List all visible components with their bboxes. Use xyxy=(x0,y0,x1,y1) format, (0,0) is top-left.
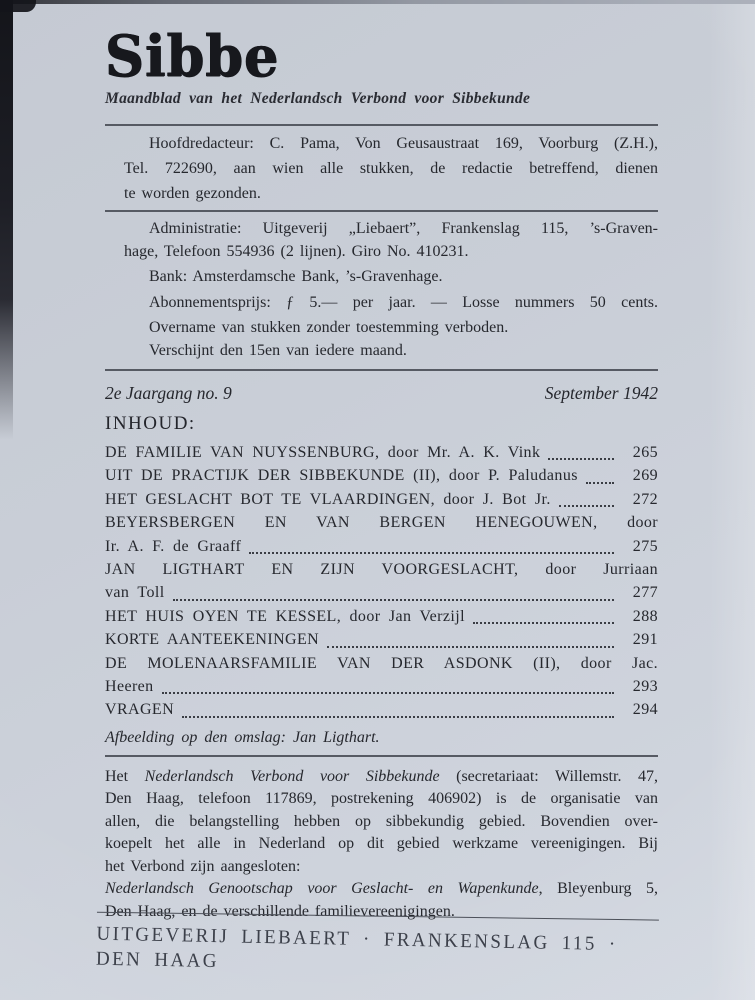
publication-schedule-line: Verschijnt den 15en van iedere maand. xyxy=(149,341,407,359)
association-line: koepelt het alle in Nederland op dit gebied werkzame vereenigingen. Bij xyxy=(105,835,658,853)
scan-edge-left xyxy=(0,0,13,440)
dot-leader xyxy=(173,599,614,601)
association-line xyxy=(105,878,658,901)
toc-entry xyxy=(105,464,658,487)
toc-entry-title: HET HUIS OYEN TE KESSEL, door Jan Verzijl xyxy=(105,607,465,625)
toc-page-number: 288 xyxy=(632,607,658,625)
contents-heading: INHOUD: xyxy=(105,413,196,434)
editor-line: Hoofdredacteur: C. Pama, Von Geusaustraat 169, Voorburg (Z.H.), xyxy=(149,135,658,152)
toc-entry-line2 xyxy=(105,581,658,604)
reprint-line: Overname van stukken zonder toestemming verboden. xyxy=(149,319,509,336)
toc-entry xyxy=(105,605,658,628)
association-line xyxy=(105,766,658,789)
admin-block xyxy=(124,212,658,369)
editor-line: te worden gezonden. xyxy=(124,185,261,202)
toc-entry-line1 xyxy=(105,511,658,534)
dot-leader xyxy=(559,505,614,507)
editor-block xyxy=(124,126,658,210)
publisher-line: UITGEVERIJ LIEBAERT · FRANKENSLAG 115 · DEN HAAG xyxy=(95,923,618,973)
table-of-contents xyxy=(105,441,658,722)
toc-entry-title: BEYERSBERGEN EN VAN BERGEN HENEGOUWEN, door xyxy=(105,514,658,532)
dot-leader xyxy=(327,646,614,648)
dot-leader xyxy=(249,552,614,554)
toc-entry xyxy=(105,628,658,651)
toc-entry-title: KORTE AANTEEKENINGEN xyxy=(105,631,320,649)
toc-entry xyxy=(105,441,658,464)
association-line: Den Haag, en de verschillende familievereenigingen. xyxy=(105,902,455,920)
text-segment-italic: Nederlandsch Verbond voor Sibbekunde xyxy=(144,767,440,785)
toc-entry-continuation: Ir. A. F. de Graaff xyxy=(105,537,242,555)
toc-entry xyxy=(105,698,658,721)
text-segment: Het xyxy=(105,767,145,785)
dot-leader xyxy=(548,458,614,460)
toc-entry-title: HET GESLACHT BOT TE VLAARDINGEN, door J. Bot Jr. xyxy=(105,490,551,508)
issue-row xyxy=(105,381,658,405)
toc-page-number: 293 xyxy=(632,678,658,696)
text-segment: (secretariaat: Willemstr. 47, xyxy=(439,767,658,785)
editor-line: Tel. 722690, aan wien alle stukken, de redactie betreffend, dienen xyxy=(124,160,658,177)
text-segment: , Bleyenburg 5, xyxy=(538,880,658,898)
toc-page-number: 277 xyxy=(632,584,658,602)
toc-entry-title: DE FAMILIE VAN NUYSSENBURG, door Mr. A. K. Vink xyxy=(105,444,541,461)
toc-page-number: 265 xyxy=(632,444,658,461)
dot-leader xyxy=(162,692,614,694)
toc-entry-line1 xyxy=(105,652,658,675)
scan-edge-top xyxy=(0,0,755,4)
text-segment-italic: Nederlandsch Genootschap voor Geslacht- en Wapenkunde xyxy=(105,880,539,898)
toc-page-number: 272 xyxy=(632,490,658,508)
dot-leader xyxy=(473,622,614,624)
toc-entry-line2 xyxy=(105,675,658,698)
toc-page-number: 294 xyxy=(632,701,658,719)
association-line: Den Haag, telefoon 117869, postrekening 406902) is de organisatie van xyxy=(105,790,658,808)
issue-date: September 1942 xyxy=(544,383,658,403)
toc-page-number: 275 xyxy=(632,537,658,555)
page-edge-highlight xyxy=(709,0,755,1000)
publisher-footer xyxy=(96,910,659,981)
toc-entry-title: DE MOLENAARSFAMILIE VAN DER ASDONK (II), door Jac. xyxy=(105,654,658,672)
dot-leader xyxy=(586,482,614,484)
issue-volume: 2e Jaargang no. 9 xyxy=(105,383,232,403)
divider-rule xyxy=(105,369,658,371)
toc-entry-continuation: van Toll xyxy=(105,584,165,602)
dot-leader xyxy=(182,716,614,718)
admin-line: hage, Telefoon 554936 (2 lijnen). Giro No. 410231. xyxy=(124,242,469,260)
cover-illustration-note: Afbeelding op den omslag: Jan Ligthart. xyxy=(105,728,380,746)
association-paragraph xyxy=(105,766,658,924)
bank-line: Bank: Amsterdamsche Bank, ’s-Gravenhage. xyxy=(149,268,443,285)
toc-page-number: 269 xyxy=(632,467,658,485)
masthead-subtitle: Maandblad van het Nederlandsch Verbond voor Sibbekunde xyxy=(105,90,531,107)
toc-entry-line1 xyxy=(105,558,658,581)
association-line: allen, die belangstelling hebben op sibbekundig gebied. Bovendien over- xyxy=(105,812,658,830)
divider-rule xyxy=(105,755,658,757)
toc-entry xyxy=(105,488,658,511)
toc-entry-title: JAN LIGTHART EN ZIJN VOORGESLACHT, door Jurriaan xyxy=(105,561,658,579)
masthead-title: Sibbe xyxy=(105,21,280,90)
association-line: het Verbond zijn aangesloten: xyxy=(105,857,301,875)
toc-entry-line2 xyxy=(105,535,658,558)
scan-corner-artifact xyxy=(0,0,36,12)
admin-line: Administratie: Uitgeverij „Liebaert”, Frankenslag 115, ’s-Graven- xyxy=(149,220,658,237)
subscription-line: Abonnementsprijs: ƒ 5.— per jaar. — Losse nummers 50 cents. xyxy=(149,293,658,311)
toc-entry-title: UIT DE PRACTIJK DER SIBBEKUNDE (II), door P. Paludanus xyxy=(105,467,578,485)
toc-entry-title: VRAGEN xyxy=(105,701,175,719)
toc-entry-continuation: Heeren xyxy=(105,678,154,696)
toc-page-number: 291 xyxy=(632,631,658,649)
page-content xyxy=(105,21,658,923)
